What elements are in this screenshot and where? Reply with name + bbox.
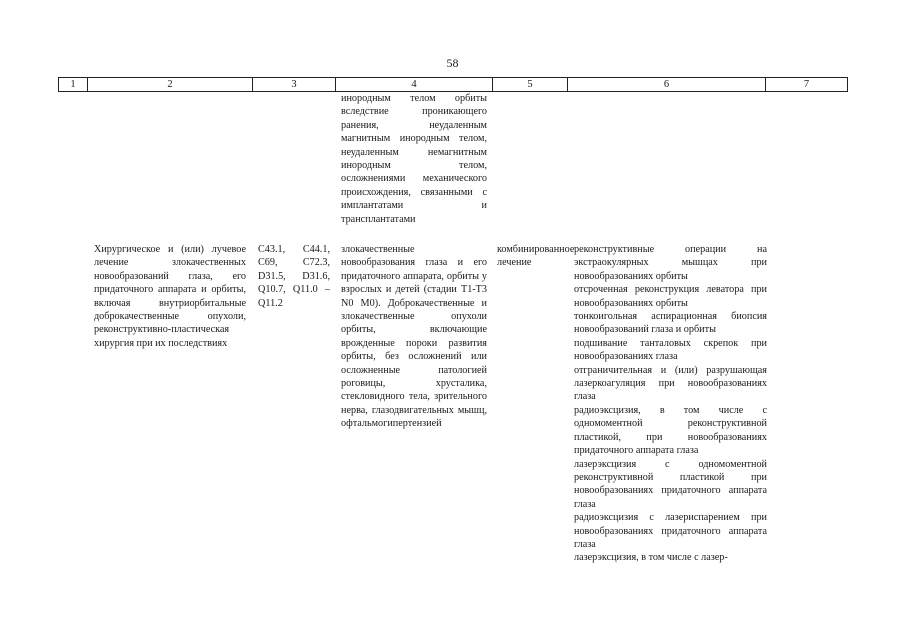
continuation-diagnosis: инородным телом орбиты вследствие проникающего ранения, неудаленным магнитным инородным телом, неудаленным немагнитным инородным телом, осложнениями механического происхождения, связанными с имплантатами и трансплантатами (341, 93, 487, 225)
method-item: реконструктивные операции на экстраокулярных мышцах при новообразованиях орбиты (574, 244, 767, 282)
care-type-cell: Хирургическое и (или) лучевое лечение злокачественных новообразований глаза, его придаточного аппарата и орбиты, включая внутриорбитальные доброкачественные опухоли, реконструктивно-пластическая хирургия при их последствиях (94, 244, 246, 349)
header-cell-3: 3 (252, 78, 335, 91)
method-item: отграничительная и (или) разрушающая лазеркоагуляция при новообразованиях глаза (574, 364, 767, 403)
header-cell-2: 2 (87, 78, 252, 91)
page-number: 58 (446, 56, 459, 70)
method-item: радиоэксцизия с лазериспарением при новообразованиях придаточного аппарата глаза (574, 512, 767, 550)
header-cell-7: 7 (765, 78, 848, 91)
header-cell-6: 6 (567, 78, 765, 91)
method-item: лазерэксцизия, в том числе с лазер- (574, 552, 728, 564)
header-cell-4: 4 (335, 78, 492, 91)
table-header-row (58, 77, 848, 92)
method-item: подшивание танталовых скрепок при новообразованиях глаза (574, 337, 767, 363)
treatment-type-cell: комбинированное лечение (497, 244, 575, 269)
icd-codes-cell: C43.1, C44.1, C69, C72.3, D31.5, D31.6, Q10.7, Q11.0 – Q11.2 (258, 244, 330, 309)
treatment-methods-cell (574, 243, 767, 565)
diagnosis-cell: злокачественные новообразования глаза и его придаточного аппарата, орбиты у взрослых и детей (стадии T1-T3 N0 M0). Доброкачественные и злокачественные опухоли орбиты, включающие врожденные пороки развития орбиты, без осложнений или осложненные патологией роговицы, хрусталика, стекловидного тела, зрительного нерва, глазодвигательных мышц, офтальмогипертензией (341, 244, 487, 430)
method-item: отсроченная реконструкция леватора при новообразованиях орбиты (574, 284, 767, 309)
header-cell-5: 5 (492, 78, 567, 91)
header-cell-1: 1 (58, 78, 87, 91)
method-item: радиоэксцизия, в том числе с одномоментной реконструктивной пластикой, при новообразованиях придаточного аппарата глаза (574, 404, 767, 457)
method-item: лазерэксцизия с одномоментной реконструктивной пластикой при новообразованиях придаточного аппарата глаза (574, 458, 767, 510)
method-item: тонкоигольная аспирационная биопсия новообразований глаза и орбиты (574, 311, 767, 336)
